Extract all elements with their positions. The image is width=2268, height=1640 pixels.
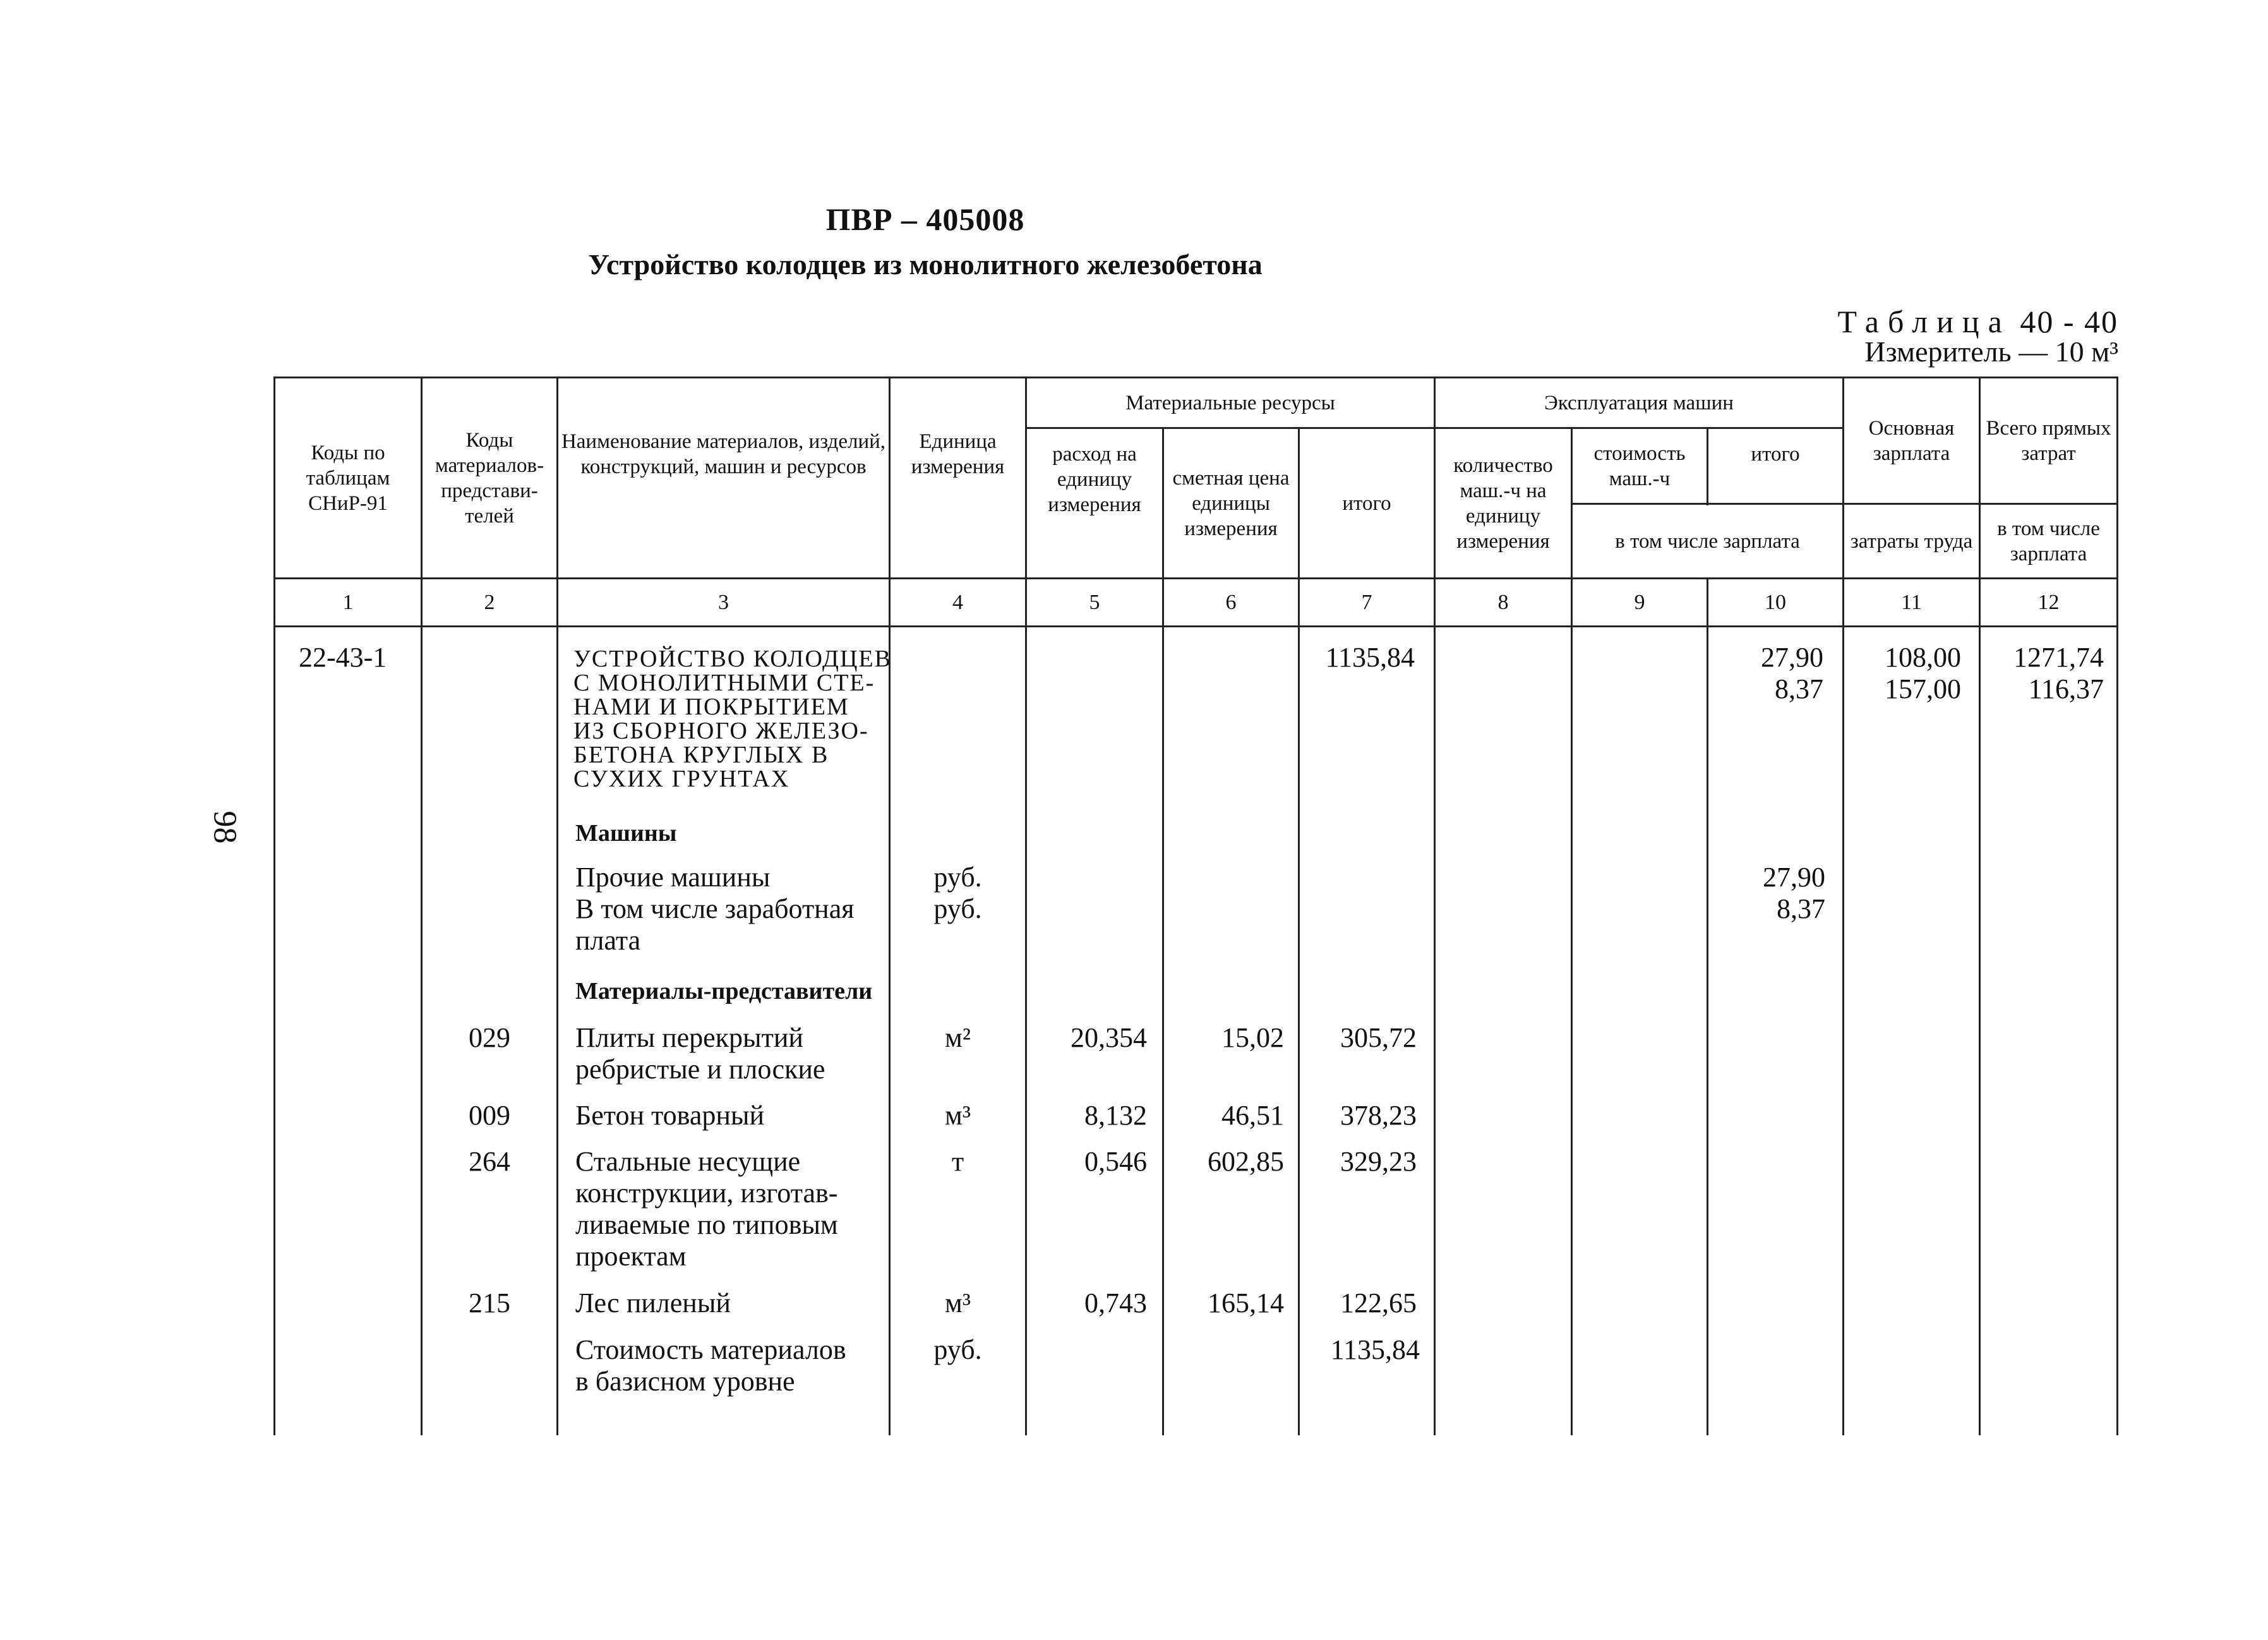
header-codes-snir: Коды по таблицам СНиР-91 (306, 441, 390, 515)
column-number: 5 (1089, 590, 1100, 614)
material-name-cont: проектам (575, 1241, 687, 1272)
main-row-name-line: НАМИ И ПОКРЫТИЕМ (573, 694, 849, 720)
grid-line (1707, 579, 1708, 1435)
column-number: 2 (484, 590, 495, 614)
header-machines-total: итого (1751, 443, 1800, 466)
header-machine-operation: Эксплуатация машин (1544, 391, 1734, 414)
material-code: 215 (469, 1287, 510, 1318)
material-unit: м³ (944, 1100, 971, 1131)
material-unit: м² (944, 1022, 971, 1053)
main-row-direct-total: 1271,74 (2013, 642, 2104, 673)
material-total: 1135,84 (1330, 1334, 1420, 1365)
machine-row-name: Прочие машины (575, 862, 771, 893)
column-number: 6 (1225, 590, 1237, 614)
material-qty: 20,354 (1071, 1022, 1147, 1053)
header-main-wage: Основная зарплата (1868, 416, 1955, 465)
header-machines-wage: в том числе зарплата (1615, 529, 1800, 553)
page-number: 98 (207, 811, 243, 844)
main-row-name (573, 647, 892, 791)
column-number: 12 (2037, 590, 2060, 614)
machine-row-name-cont: плата (575, 925, 641, 956)
material-name: Бетон товарный (575, 1100, 765, 1131)
material-name-cont: в базисном уровне (575, 1366, 795, 1397)
material-qty: 0,546 (1084, 1146, 1147, 1177)
header-direct-costs: Всего прямых затрат (1986, 416, 2111, 465)
main-row-name-line: С МОНОЛИТНЫМИ СТЕ- (573, 670, 875, 696)
material-code: 009 (469, 1100, 510, 1131)
main-row-direct-wage: 116,37 (2028, 673, 2104, 704)
machine-row-name: В том числе заработная (575, 893, 855, 924)
main-row-name-line: УСТРОЙСТВО КОЛОДЦЕВ (573, 646, 892, 672)
material-price: 165,14 (1208, 1287, 1284, 1318)
column-number: 4 (952, 590, 963, 614)
main-row-labor: 157,00 (1885, 673, 1961, 704)
material-total: 122,65 (1340, 1287, 1417, 1318)
machine-row-unit: руб. (933, 862, 982, 893)
header-direct-wage: в том числе зарплата (1997, 517, 2100, 565)
header-unit: Единица измерения (911, 430, 1005, 478)
main-row-machines-wage: 8,37 (1775, 673, 1823, 704)
main-row-name-line: СУХИХ ГРУНТАХ (573, 766, 790, 792)
main-row-name-line: БЕТОНА КРУГЛЫХ В (573, 742, 829, 768)
material-total: 329,23 (1340, 1146, 1417, 1177)
machine-row-total: 8,37 (1777, 893, 1825, 924)
material-qty: 8,132 (1084, 1100, 1147, 1131)
material-name-cont: конструкции, изготав- (575, 1178, 838, 1209)
material-name-cont: ливаемые по типовым (575, 1209, 838, 1240)
document-title: Устройство колодцев из монолитного железобетона (588, 248, 1263, 280)
header-name: Наименование материалов, изделий, конструкций, машин и ресурсов (561, 430, 886, 478)
machine-row-total: 27,90 (1763, 862, 1825, 893)
measure-unit: Измеритель — 10 м³ (1864, 335, 2118, 368)
grid-line (273, 625, 2118, 627)
grid-line (2116, 377, 2118, 1435)
header-consumption: расход на единицу измерения (1048, 443, 1141, 516)
material-name-cont: ребристые и плоские (575, 1054, 825, 1085)
material-name: Лес пиленый (575, 1287, 731, 1318)
material-unit: м³ (944, 1287, 971, 1318)
header-materials-total: итого (1342, 491, 1391, 515)
section-materials: Материалы-представители (575, 978, 873, 1004)
material-total: 305,72 (1340, 1022, 1417, 1053)
column-number: 8 (1497, 590, 1509, 614)
grid-line (556, 377, 558, 1435)
material-code: 029 (469, 1022, 510, 1053)
material-price: 46,51 (1221, 1100, 1284, 1131)
main-row-main-wage: 108,00 (1885, 642, 1961, 673)
material-qty: 0,743 (1084, 1287, 1147, 1318)
material-price: 602,85 (1208, 1146, 1284, 1177)
material-name: Стоимость материалов (575, 1334, 846, 1365)
header-labor-cost: затраты труда (1850, 529, 1973, 553)
column-number: 3 (718, 590, 729, 614)
material-code: 264 (469, 1146, 510, 1177)
column-number: 7 (1361, 590, 1372, 614)
header-unit-price: сметная цена единицы измерения (1172, 466, 1290, 540)
material-total: 378,23 (1340, 1100, 1417, 1131)
column-number: 9 (1634, 590, 1645, 614)
main-row-code: 22-43-1 (299, 642, 387, 673)
material-name: Стальные несущие (575, 1146, 801, 1177)
table-label-word: Таблица (1837, 304, 2011, 339)
column-number: 10 (1765, 590, 1786, 614)
main-row-name-line: ИЗ СБОРНОГО ЖЕЛЕЗО- (573, 718, 869, 744)
estimate-table (273, 377, 2118, 1435)
header-material-resources: Материальные ресурсы (1125, 391, 1335, 414)
header-machine-hour-cost: стоимость маш.-ч (1593, 442, 1686, 490)
grid-line (1025, 377, 1027, 1435)
header-material-codes: Коды материалов-представи-телей (435, 428, 544, 528)
main-row-machines-total: 27,90 (1761, 642, 1823, 673)
material-unit: т (951, 1146, 964, 1177)
section-machines: Машины (575, 820, 677, 847)
header-machine-hours: количество маш.-ч на единицу измерения (1453, 454, 1553, 553)
main-row-materials-total: 1135,84 (1325, 642, 1415, 673)
machine-row-unit: руб. (933, 893, 982, 924)
material-unit: руб. (933, 1334, 982, 1365)
document-code: ПВР – 405008 (825, 202, 1025, 237)
column-number: 1 (342, 590, 354, 614)
material-name: Плиты перекрытий (575, 1022, 803, 1053)
material-price: 15,02 (1221, 1022, 1284, 1053)
column-number: 11 (1901, 590, 1922, 614)
table-number: 40 - 40 (2020, 304, 2118, 339)
